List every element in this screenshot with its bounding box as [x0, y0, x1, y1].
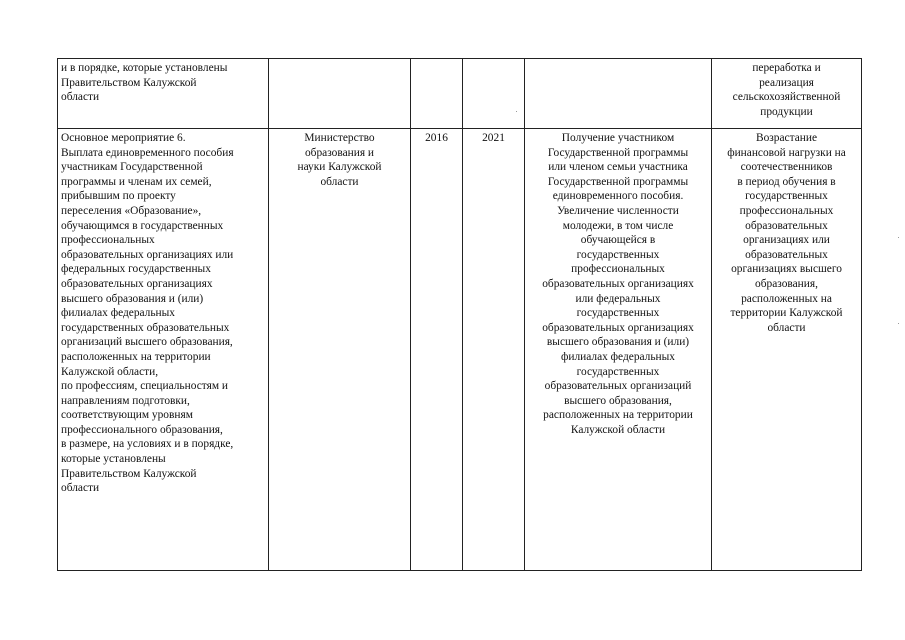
program-activities-table: [57, 58, 862, 571]
table-row-main-activity-6: [58, 129, 862, 571]
end-year-cell: 2021: [463, 129, 525, 571]
scan-speck: [898, 323, 899, 324]
expected-result-cell: Получение участником Государственной программы или членом семьи участника Государственной программы единовременного пособия. Увеличение численности молодежи, в том числе обучающейся в государственных профессиональных образовательных организациях или федеральных государственных образовательных организациях высшего образования и (или) филиалах федеральных государственных образовательных организаций высшего образования, расположенных на территории Калужской области: [525, 129, 712, 571]
consequence-cell: переработка и реализация сельскохозяйственной продукции: [712, 59, 862, 129]
responsible-org-cell: [269, 59, 411, 129]
end-year-cell: [463, 59, 525, 129]
activity-text-cell: Основное мероприятие 6. Выплата единовременного пособия участникам Государственной программы и членам их семей, прибывшим по проекту переселения «Образование», обучающимся в государственных профессиональных образовательных организациях или федеральных государственных образовательных организациях высшего образования и (или) филиалах федеральных государственных образовательных организаций высшего образования, расположенных на территории Калужской области, по профессиям, специальностям и направлениям подготовки, соответствующим уровням профессионального образования, в размере, на условиях и в порядке, которые установлены Правительством Калужской области: [58, 129, 269, 571]
scan-speck: [898, 237, 899, 238]
expected-result-cell: [525, 59, 712, 129]
scan-speck: [516, 111, 517, 112]
table-row-continued: [58, 59, 862, 129]
activity-text-cell: и в порядке, которые установлены Правительством Калужской области: [58, 59, 269, 129]
consequence-cell: Возрастание финансовой нагрузки на соотечественников в период обучения в государственных профессиональных образовательных организациях или образовательных организациях высшего образования, расположенных на территории Калужской области: [712, 129, 862, 571]
responsible-org-cell: Министерство образования и науки Калужской области: [269, 129, 411, 571]
start-year-cell: 2016: [411, 129, 463, 571]
start-year-cell: [411, 59, 463, 129]
